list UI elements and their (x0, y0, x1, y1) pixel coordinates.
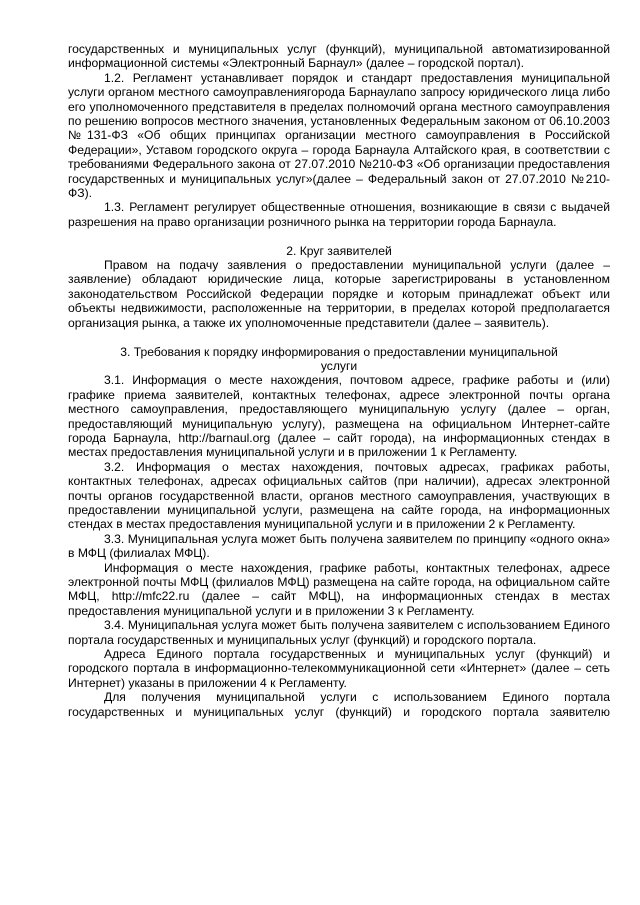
paragraph-1-2: 1.2. Регламент устанавливает порядок и стандарт предоставления муниципальной услуги органом местного самоуправлениягорода Барнаулапо запросу юридического лица либо его уполномоченного представителя в пределах полномочий органа местного самоуправления по решению вопросов местного значения, установленных Федеральным законом от 06.10.2003 №131-ФЗ «Об общих принципах организации местного самоуправления в Российской Федерации», Уставом городского округа – города Барнаула Алтайского края, в соответствии с требованиями Федерального закона от 27.07.2010 №210-ФЗ «Об организации предоставления государственных и муниципальных услуг»(далее – Федеральный закон от 27.07.2010 №210-ФЗ). (68, 70, 610, 201)
paragraph-3-2: 3.2. Информация о местах нахождения, почтовых адресах, графиках работы, контактных телефонах, адресах официальных сайтов (при наличии), адресах электронной почты органов государственной власти, органов местного самоуправления, участвующих в предоставлении муниципальной услуги, размещена на сайте города, на информационных стендах в местах предоставления муниципальной услуги и в приложении 2 к Регламенту. (68, 459, 610, 532)
section-heading-3-line2: услуги (320, 358, 358, 373)
spacer (68, 229, 610, 243)
section-heading-2: 2. Круг заявителей (286, 243, 392, 258)
paragraph-3-4: 3.4. Муниципальная услуга может быть получена заявителем с использованием Единого портала государственных и муниципальных услуг (функций) и городского портала. (68, 618, 610, 647)
paragraph-intro-continuation: государственных и муниципальных услуг (функций), муниципальной автоматизированной информационной системы «Электронный Барнаул» (далее – городской портал). (68, 42, 610, 71)
paragraph-2: Правом на подачу заявления о предоставлении муниципальной услуги (далее – заявление) обладают юридические лица, которые зарегистрированы в установленном законодательством Российской Федерации порядке и которым принадлежат объект или объекты недвижимости, расположенные на территории, в пределах которой предполагается организация рынка, а также их уполномоченные представители (далее – заявитель). (68, 258, 610, 330)
paragraph-1-3: 1.3. Регламент регулирует общественные отношения, возникающие в связи с выдачей разрешения на право организации розничного рынка на территории города Барнаула. (68, 200, 610, 229)
spacer (68, 330, 610, 344)
paragraph-3-4-addresses: Адреса Единого портала государственных и муниципальных услуг (функций) и городского портала в информационно-телекоммуникационной сети «Интернет» (далее – сеть Интернет) указаны в приложении 4 к Регламенту. (68, 647, 610, 690)
paragraph-3-4-usage: Для получения муниципальной услуги с использованием Единого портала государственных и муниципальных услуг (функций) и городского портала заявителю (68, 690, 610, 719)
paragraph-3-3-info: Информация о месте нахождения, графике работы, контактных телефонах, адресе электронной почты МФЦ (филиалов МФЦ) размещена на сайте города, на официальном сайте МФЦ, http://mfc22.ru (далее – сайт МФЦ), на информационных стендах в местах предоставления муниципальной услуги и в приложении 3 к Регламенту. (68, 560, 610, 618)
paragraph-3-3: 3.3. Муниципальная услуга может быть получена заявителем по принципу «одного окна» в МФЦ (филиалах МФЦ). (68, 531, 610, 561)
section-heading-3-line1: 3. Требования к порядку информирования о предоставлении муниципальной (120, 344, 558, 359)
paragraph-3-1: 3.1. Информация о месте нахождения, почтовом адресе, графике работы и (или) графике приема заявителей, контактных телефонах, адресе электронной почты органа местного самоуправления, предоставляющего муниципальную услугу (далее – орган, предоставляющий муниципальную услугу), размещена на официальном Интернет-сайте города Барнаула, http://barnaul.org (далее – сайт города), на информационных стендах в местах предоставления муниципальной услуги и в приложении 1 к Регламенту. (68, 373, 610, 460)
